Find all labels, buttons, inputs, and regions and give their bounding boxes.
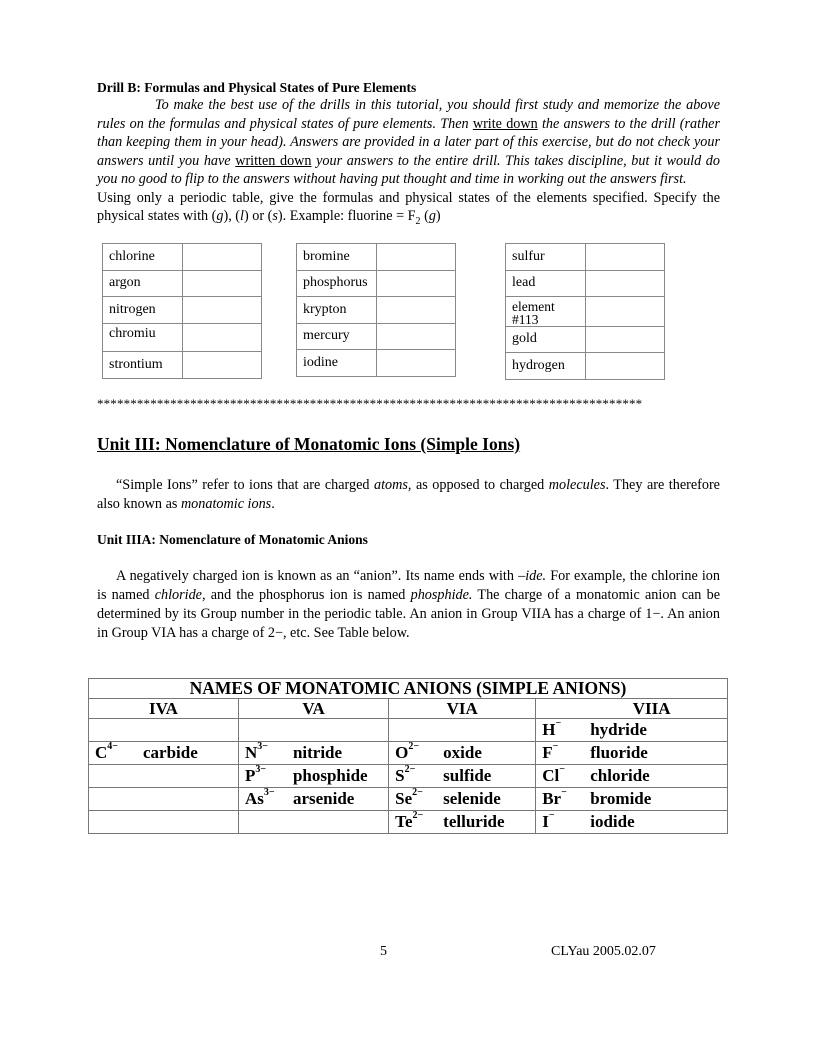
ion-symbol [389,766,443,786]
drill-row [103,270,262,297]
text-run: To make the best use of the drills in this tutorial, you should first study and memorize the above rules on the formulas and physical states of pure elements. Then [97,97,720,132]
anion-name: iodide [590,812,635,831]
anion-name: arsenide [292,789,355,808]
element-name-cell: chlorine [103,244,183,271]
state-s: s [272,208,278,224]
drill-row [103,244,262,271]
drill-row [297,270,456,297]
anion-table-title-row [89,679,728,699]
element-name-cell: strontium [103,352,183,379]
group-header: VIIA [536,699,728,719]
anion-name: phosphide [292,766,368,785]
drill-row [103,352,262,379]
anion-table-title: NAMES OF MONATOMIC ANIONS (SIMPLE ANIONS) [89,679,728,699]
answer-cell[interactable] [377,244,456,271]
italic-term: atoms [373,477,408,493]
italic-term: monatomic ions [180,495,272,512]
answer-cell[interactable] [586,270,665,297]
ion-symbol [89,743,143,763]
italic-term: molecules [548,477,606,493]
element-symbol: Br [542,789,562,808]
ion-charge: 2− [408,741,420,752]
subscript: 2 [415,215,421,227]
drill-row [297,350,456,377]
anion-cell [89,719,239,742]
ion-symbol [536,812,590,832]
drill-row [506,353,665,380]
unit-iii-paragraph [97,476,720,513]
answer-cell[interactable] [377,270,456,297]
element-name-cell: lead [506,270,586,297]
element-symbol: C [95,743,108,762]
drill-row [506,297,665,327]
anion-cell [536,788,728,811]
unit-iiia-title: Unit IIIA: Nomenclature of Monatomic Anions [97,532,368,547]
anion-cell [89,765,239,788]
ion-charge: − [552,741,559,752]
ion-charge: 3− [257,741,268,752]
answer-cell[interactable] [183,352,262,379]
element-name-cell: hydrogen [506,353,586,380]
ion-charge: 2− [404,764,416,775]
anion-cell [389,811,536,834]
ion-charge: 2− [412,810,424,821]
anion-cell [89,788,239,811]
ion-symbol [536,743,590,763]
drill-row [506,244,665,271]
italic-term: chloride, [154,587,206,603]
ion-charge: 4− [107,741,118,752]
answer-cell[interactable] [183,270,262,297]
ion-charge: 3− [255,764,267,775]
text-run: ( [420,208,429,224]
group-header: VA [238,699,388,719]
element-symbol: Cl [542,766,560,785]
state-g: g [216,208,224,224]
author-date: CLYau 2005.02.07 [551,944,656,959]
element-symbol: Se [395,789,413,808]
anion-cell [238,719,388,742]
ion-symbol [239,766,293,786]
answer-cell[interactable] [586,244,665,271]
drill-row [103,323,262,352]
anion-cell [89,742,239,765]
drill-b-title: Drill B: Formulas and Physical States of Pure Elements [97,80,417,95]
ion-charge: 2− [412,787,423,798]
anion-cell [238,788,388,811]
anion-name: nitride [292,743,343,762]
group-header: IVA [89,699,239,719]
element-name-cell [506,297,586,327]
ion-charge: − [559,764,565,775]
anion-cell [536,765,728,788]
ion-charge: − [555,718,562,729]
text-run: ). Example: fluorine = F [277,208,416,224]
answer-cell[interactable] [377,323,456,350]
drill-row [103,297,262,324]
drill-table-1 [102,243,262,379]
text-run: A negatively charged ion is known as an “anion”. Its name ends with [116,568,519,584]
element-name-cell: argon [103,270,183,297]
anion-name: fluoride [590,743,648,762]
text-run: , as opposed to charged [407,477,549,493]
drill-b-paragraph-1 [97,96,720,189]
ion-symbol [239,743,293,763]
anion-name: sulfide [443,766,492,785]
italic-term: –ide. [518,568,547,584]
drill-row [297,323,456,350]
drill-row [506,270,665,297]
ion-symbol [389,789,443,809]
page-number: 5 [380,944,387,959]
anion-cell [389,742,536,765]
anion-cell [238,765,388,788]
drill-table-2 [296,243,456,377]
anion-cell [536,719,728,742]
answer-cell[interactable] [183,244,262,271]
ion-symbol [389,743,443,763]
group-header: VIA [389,699,536,719]
anion-name: chloride [590,766,650,785]
text-run: your answers to the entire drill. This takes discipline, but it would do you no good to flip to the answers without having put thought and time in working out the answers first. [97,152,720,187]
italic-term: phosphide. [410,587,473,603]
element-name-cell: krypton [297,297,377,324]
ion-charge: − [561,787,567,798]
ion-charge: 3− [263,787,275,798]
anion-cell [536,811,728,834]
anion-row [89,742,728,765]
element-name-cell: nitrogen [103,297,183,324]
element-name-cell: gold [506,326,586,353]
state-g: g [428,208,436,224]
anion-row [89,811,728,834]
answer-cell[interactable] [183,297,262,324]
ion-symbol [536,789,590,809]
text-run: ) [435,208,441,224]
anion-table-group-row [89,699,728,719]
anion-table [88,678,728,834]
element-symbol: F [542,743,553,762]
element-name-cell: chromiu [103,323,183,352]
anion-cell [238,742,388,765]
anion-name: telluride [443,812,505,831]
text-run: and the phosphorus ion is named [205,587,411,603]
text-run: For example, the chlorine ion is named [97,568,720,603]
drill-b-instructions [97,96,720,231]
ion-symbol [389,812,443,832]
anion-name: oxide [443,743,482,762]
anion-cell [536,742,728,765]
element-name-text: element #113 [512,299,555,327]
drill-row [297,297,456,324]
anion-name: selenide [443,789,501,808]
text-run: . They are therefore also known as [97,477,720,512]
underlined-text: written down [235,152,312,169]
anion-name: hydride [590,720,647,739]
anion-cell [238,811,388,834]
unit-iiia-paragraph [97,567,720,643]
state-l: l [240,208,244,224]
element-symbol: P [244,766,256,785]
ion-symbol [239,789,293,809]
drill-b-paragraph-2 [97,189,720,232]
element-name-cell: iodine [297,350,377,377]
element-name-cell: mercury [297,323,377,350]
text-run: ), ( [223,208,241,224]
anion-row [89,719,728,742]
answer-cell[interactable] [377,350,456,377]
ion-symbol [536,766,590,786]
answer-cell[interactable] [377,297,456,324]
anion-cell [389,719,536,742]
drill-row [506,326,665,353]
underlined-text: write down [472,115,538,132]
text-run: . [271,495,275,512]
anion-cell [89,811,239,834]
element-symbol: S [395,766,405,785]
ion-symbol [536,720,590,740]
element-name-cell: bromine [297,244,377,271]
element-symbol: H [542,720,556,739]
element-symbol: Te [395,812,413,831]
anion-row [89,765,728,788]
element-symbol: N [244,743,258,762]
answer-cell[interactable] [586,326,665,353]
answer-cell[interactable] [183,323,262,352]
answer-cell[interactable] [586,297,665,327]
text-run: ) or ( [243,208,273,224]
text-run: The charge of a monatomic anion can be determined by its Group number in the periodic table. An anion in Group VIIA has a charge of 1−. An anion in Group VIA has a charge of 2−, etc. See Table below. [97,587,720,641]
element-symbol: As [244,789,264,808]
element-symbol: O [395,743,409,762]
drill-row [297,244,456,271]
text-run: the answers to the drill (rather than keeping them in your head). Answers are provided in a later part of this exercise, but do not check your answers until you have [97,115,720,169]
anion-row [89,788,728,811]
anion-name: bromide [590,789,652,808]
anion-cell [389,788,536,811]
text-run: Using only a periodic table, give the formulas and physical states of the elements specified. Specify the physical states with ( [97,189,720,224]
element-name-cell: sulfur [506,244,586,271]
anion-name: carbide [143,743,198,762]
text-run: “Simple Ions” refer to ions that are charged [116,477,374,493]
ion-charge: − [548,810,555,821]
anion-cell [389,765,536,788]
unit-iii-title: Unit III: Nomenclature of Monatomic Ions (Simple Ions) [97,434,521,454]
answer-cell[interactable] [586,353,665,380]
drill-table-3 [505,243,665,380]
element-name-cell: phosphorus [297,270,377,297]
element-symbol: I [542,812,549,831]
separator-stars: ********************************************************************************** [97,396,643,411]
